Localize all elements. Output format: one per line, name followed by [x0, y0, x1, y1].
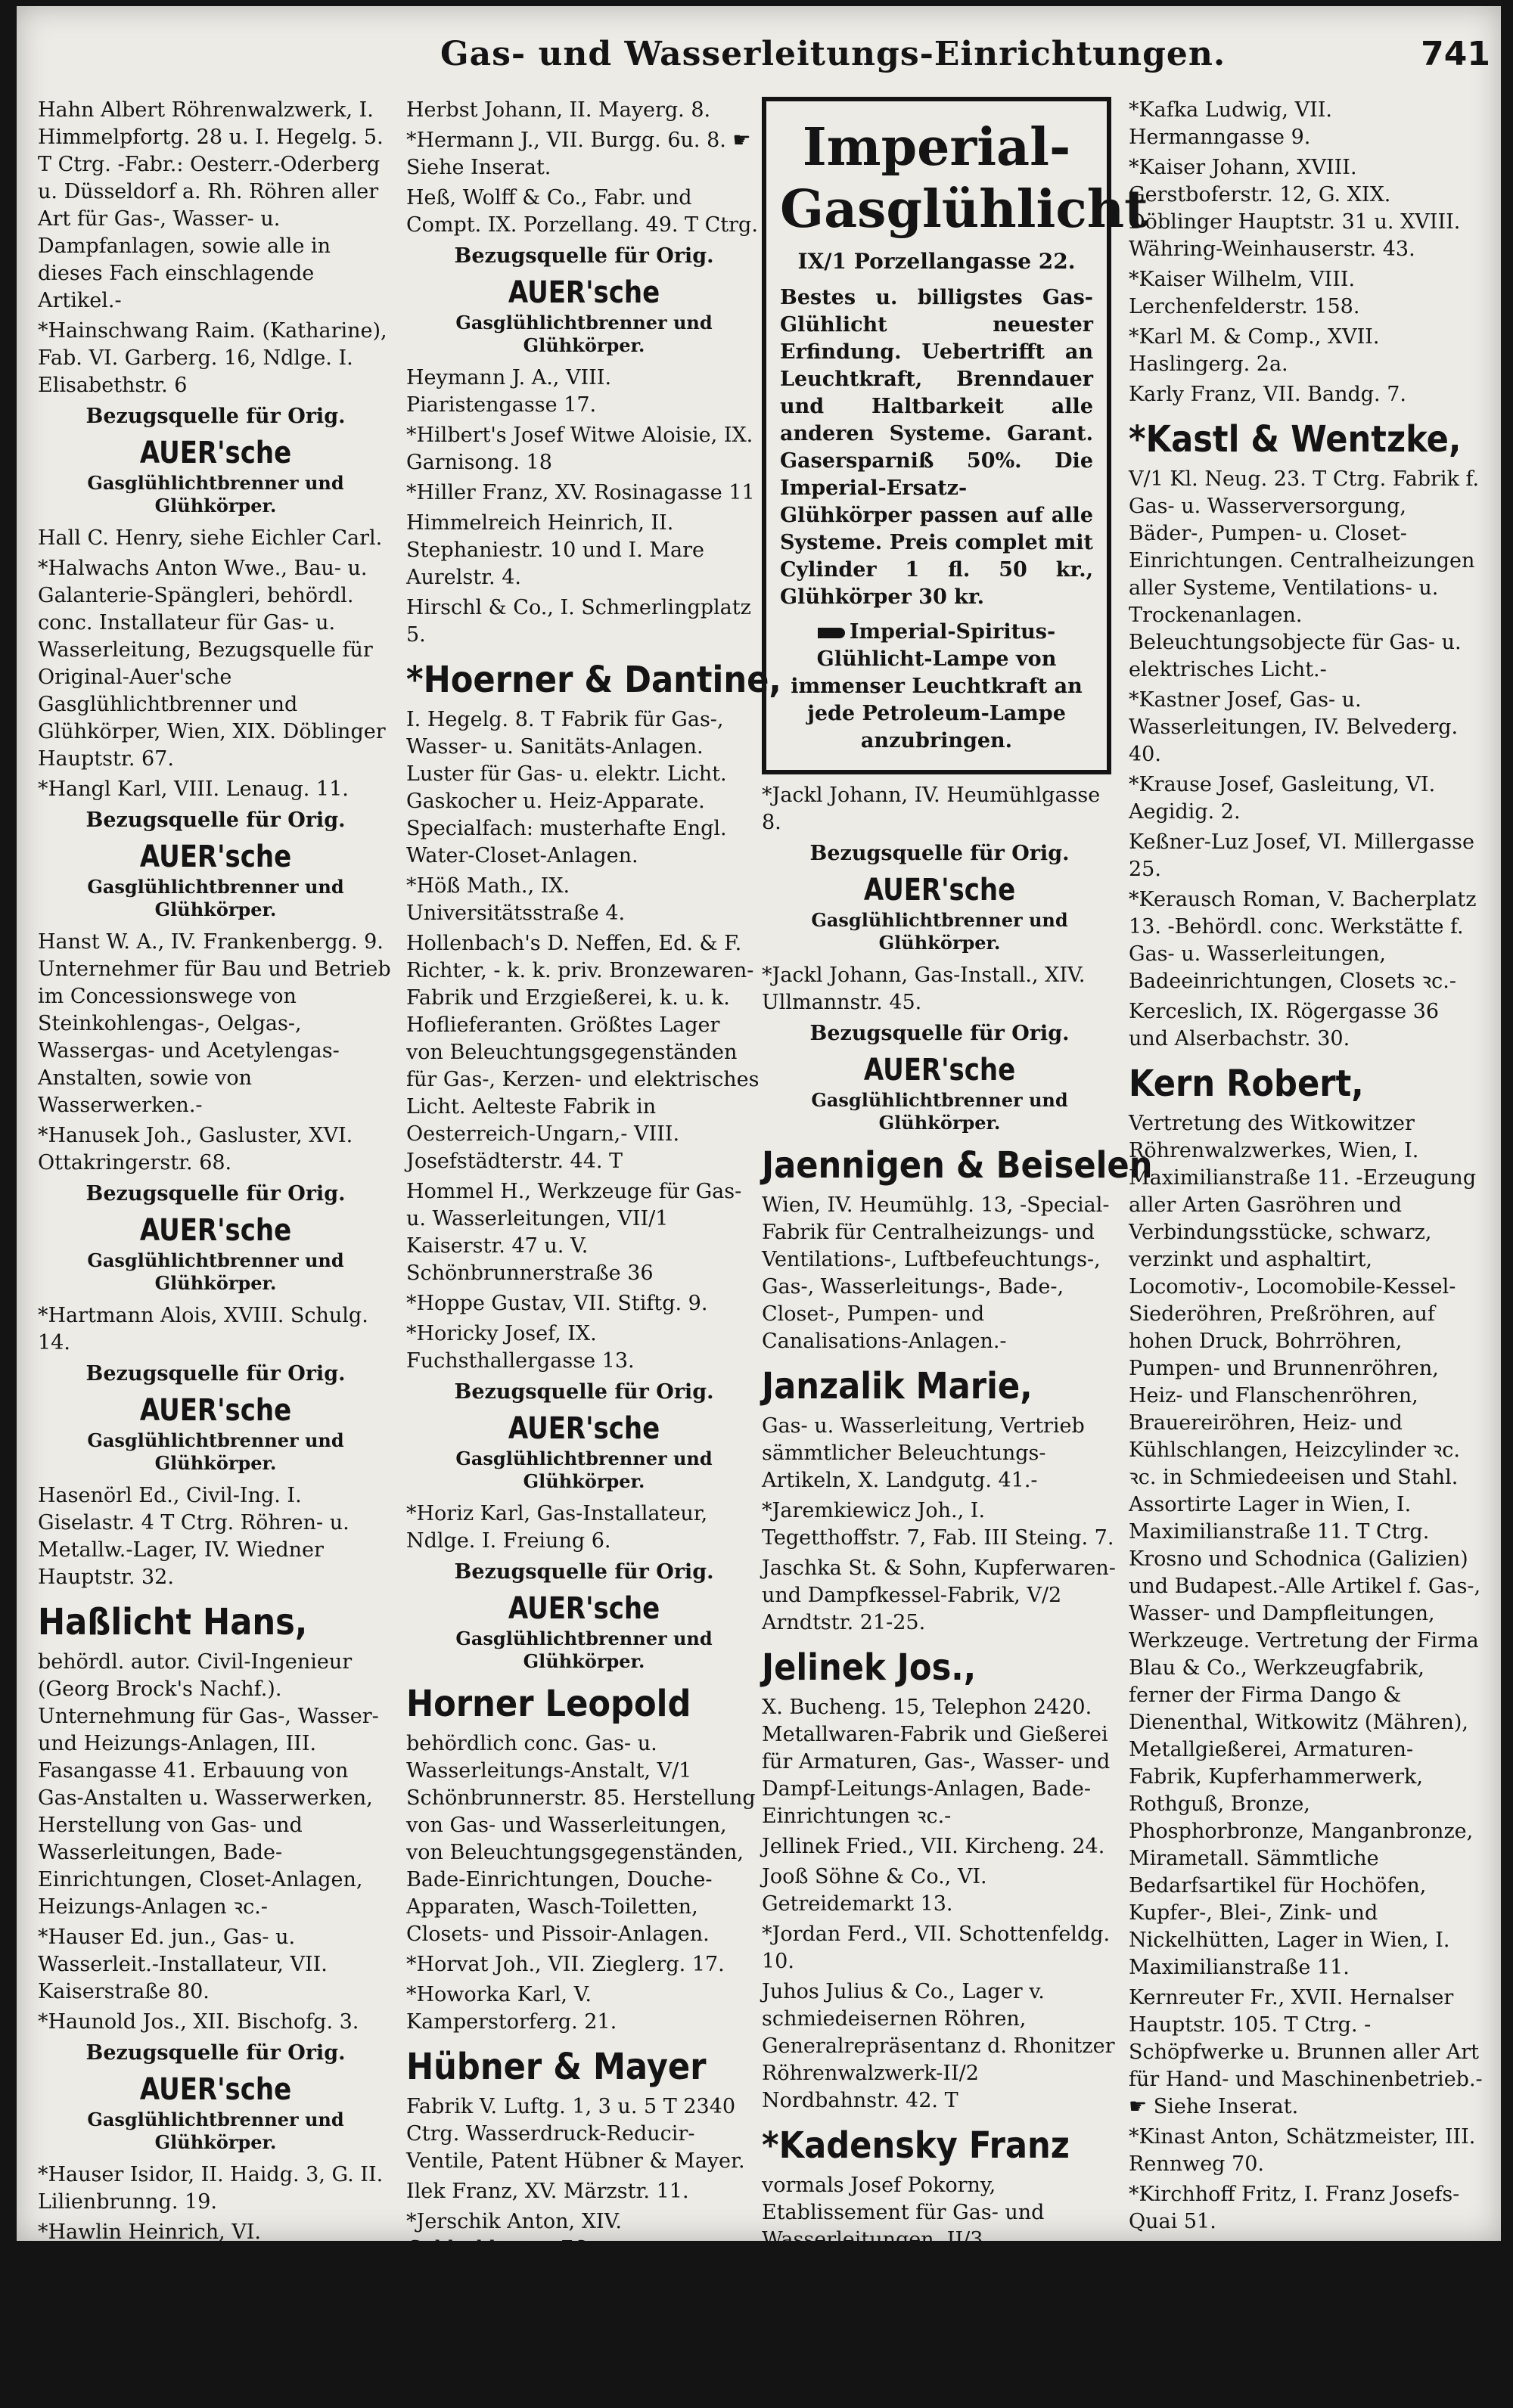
supplier-reference: Bezugsquelle für Orig. [454, 244, 714, 268]
entry: *Hangl Karl, VIII. Lenaug. 11. [38, 777, 349, 801]
entry: *Horicky Josef, IX. Fuchsthallergasse 13. [406, 1322, 635, 1373]
auer-brand: AUER'sche [139, 436, 292, 470]
auer-subtitle: Glühkörper. [154, 495, 277, 517]
auer-brand: AUER'sche [139, 1393, 292, 1428]
auer-subtitle: Glühkörper. [523, 1470, 645, 1492]
auer-subtitle: Gasglühlichtbrenner und [87, 1249, 344, 1271]
entry: *Klarmann Hermann, VI. Gumpendorferstr. 135. [1129, 2355, 1387, 2406]
entry: Hasenörl Ed., Civil-Ing. I. Giselastr. 4 T Ctrg. Röhren- u. Metallw.-Lager, IV. Wiedner Hauptstr. 32. [38, 1484, 350, 1589]
entry: Hollenbach's D. Neffen, Ed. & F. Richter, - k. k. priv. Bronzewaren-Fabrik und Erzgießerei, k. u. k. Hoflieferanten. Größtes Lager von Beleuchtungsgegenständen für Gas-, Kerzen- und elektrisches Licht. Aelteste Fabrik in Oesterreich-Ungarn,- VIII. Josefstädterstr. 44. T [406, 932, 760, 1173]
entry: *Kerausch Roman, V. Bacherplatz 13. -Behördl. conc. Werkstätte f. Gas- u. Wasserleitungen, Badeeinrichtungen, Closets ꝛc.- [1129, 888, 1477, 993]
entry: Heymann J. A., VIII. Piaristengasse 17. [406, 366, 612, 417]
entry: *Horiz Karl, Gas-Installateur, Ndlge. I. Freiung 6. [406, 1502, 708, 1553]
entry: *Hanusek Joh., Gasluster, XVI. Ottakringerstr. 68. [38, 1124, 353, 1175]
entry: *Jackl Johann, Gas-Install., XIV. Ullmannstr. 45. [762, 964, 1086, 1014]
auer-subtitle: Glühkörper. [878, 1112, 1001, 1134]
auer-subtitle: Gasglühlichtbrenner und [87, 2109, 344, 2130]
imperial-advert [762, 97, 1148, 774]
entry: *Hauser Ed. jun., Gas- u. Wasserleit.-Installateur, VII. Kaiserstraße 80. [38, 1925, 328, 2003]
entry: *Jackl Johann, IV. Heumühlgasse 8. [762, 784, 1101, 834]
auer-advert [38, 1392, 393, 1475]
entry: Karly Franz, VII. Bandg. 7. [1129, 383, 1406, 406]
auer-brand: AUER'sche [139, 2072, 292, 2107]
entry: *Hilbert's Josef Witwe Aloisie, IX. Garnisong. 18 [406, 424, 753, 474]
entry: *Jordan Ferd., VII. Schottenfeldg. 10. [762, 1922, 1111, 1973]
entry: *Hawlin Heinrich, VI. Barnabiteng. 4. [38, 2220, 262, 2271]
entry: Jellinek Fried., VII. Kircheng. 24. [762, 1835, 1105, 1858]
display-heading: Janzalik Marie, [762, 1365, 1033, 1407]
entry: Jaschka St. & Sohn, Kupferwaren- und Dampfkessel-Fabrik, V/2 Arndtstr. 21-25. [762, 1556, 1116, 1634]
auer-subtitle: Glühkörper. [154, 1272, 277, 1294]
entry: Herbst Johann, II. Mayerg. 8. [406, 98, 711, 122]
entry: V/1 Kl. Neug. 23. T Ctrg. Fabrik f. Gas- u. Wasserversorgung, Bäder-, Pumpen- u. Closet-Einrichtungen. Centralheizungen aller Systeme, Ventilations- u. Trockenanlagen. Beleuchtungsobjecte für Gas- u. elektrisches Licht.- [1129, 467, 1480, 681]
display-heading: *Hoerner & Dantine, [406, 659, 781, 701]
entry: *Haunold Jos., XII. Bischofg. 3. [38, 2010, 359, 2034]
column-4 [1129, 97, 1484, 2406]
entry: *Hermann J., VII. Burgg. 6u. 8. ☛ Siehe Inserat. [406, 129, 751, 179]
supplier-reference: Bezugsquelle für Orig. [809, 842, 1070, 865]
auer-advert [38, 2071, 393, 2154]
entry: *Jaremkiewicz Joh., I. Tegetthoffstr. 7, Fab. III Steing. 7. [762, 1499, 1114, 1550]
entry: Heutschel Josef, XI. Simmeringer Hauptstr. 57. ☛ Siehe Inserat. [38, 2278, 384, 2329]
auer-subtitle: Glühkörper. [523, 334, 645, 356]
entry: Ilek Franz, XV. Märzstr. 11. [406, 2180, 689, 2203]
auer-brand: AUER'sche [139, 1213, 292, 1248]
entry: *Kaiser Wilhelm, VIII. Lerchenfelderstr. 158. [1129, 268, 1360, 318]
entry: Hirschl & Co., I. Schmerlingplatz 5. [406, 596, 751, 647]
imperial-spirit-text: Imperial-Spiritus-Glühlicht-Lampe von immenser Leuchtkraft an jede Petroleum-Lampe anzubringen. [791, 620, 1083, 752]
auer-subtitle: Glühkörper. [154, 1452, 277, 1474]
entry: *Horvat Joh., VII. Zieglerg. 17. [406, 1953, 725, 1976]
entry: Hanst W. A., IV. Frankenbergg. 9. Unternehmer für Bau und Betrieb im Concessionswege von Steinkohlengas-, Oelgas-, Wassergas- und Acetylengas-Anstalten, sowie von Wasserwerken.- [38, 930, 391, 1117]
auer-subtitle: Gasglühlichtbrenner und [455, 312, 713, 334]
directory-page [17, 6, 1501, 2406]
supplier-reference: Bezugsquelle für Orig. [85, 808, 346, 832]
entry: *Höß Math., IX. Universitätsstraße 4. [406, 874, 626, 925]
auer-advert [406, 1410, 762, 1493]
display-heading: Horner Leopold [406, 1683, 691, 1725]
display-heading: *Kadensky Franz [762, 2124, 1070, 2167]
entry: Hommel H., Werkzeuge für Gas- u. Wasserleitungen, VII/1 Kaiserstr. 47 u. V. Schönbrunnerstraße 36 [406, 1180, 742, 1285]
display-heading: Hübner & Mayer [406, 2046, 707, 2088]
entry: X. Bucheng. 15, Telephon 2420. Metallwaren-Fabrik und Gießerei für Armaturen, Gas-, Wasser- und Dampf-Leitungs-Anlagen, Bade-Einrichtungen ꝛc.- [762, 1696, 1111, 1828]
entry: *Klang Leopold, III. Dietrichgasse 19a. [1129, 2298, 1481, 2348]
entry: *Halwachs Anton Wwe., Bau- u. Galanterie-Spängleri, behördl. conc. Installateur für Gas- u. Wasserleitung, Bezugsquelle für Original-Auer'sche Gasglühlichtbrenner und Glühkörper, Wien, XIX. Döblinger Hauptstr. 67. [38, 557, 386, 771]
entry: Hall C. Henry, siehe Eichler Carl. [38, 526, 383, 550]
auer-brand: AUER'sche [508, 1591, 660, 1626]
imperial-spirit-lamp [780, 619, 1093, 755]
supplier-reference: Bezugsquelle für Orig. [85, 1362, 346, 1386]
running-head [17, 29, 1501, 74]
auer-advert [762, 871, 1117, 954]
entry: *Kirchhoff Fritz, I. Franz Josefs-Quai 51. [1129, 2183, 1460, 2233]
auer-subtitle: Gasglühlichtbrenner und [87, 876, 344, 898]
supplier-reference: Bezugsquelle für Orig. [454, 1560, 714, 1584]
entry: Kißling R., Gasluster-Fab., III. Unt Viaductg. 33. [1129, 2240, 1484, 2291]
imperial-title: Gasglühlicht [780, 179, 1148, 240]
auer-subtitle: Gasglühlichtbrenner und [455, 1628, 713, 1649]
entry: Hahn Albert Röhrenwalzwerk, I. Himmelpfortg. 28 u. I. Hegelg. 5. T Ctrg. -Fabr.: Oesterr.-Oderberg u. Düsseldorf a. Rh. Röhren aller Art für Gas-, Wasser- u. Dampfanlagen, sowie alle in dieses Fach einschlagende Artikel.- [38, 98, 384, 312]
entry: Wien, IV. Heumühlg. 13, -Special-Fabrik für Centralheizungs- und Ventilations-, Luftbefeuchtungs-, Gas-, Wasserleitungs-, Bade-, Closet-, Pumpen- und Canalisations-Anlagen.- [762, 1193, 1110, 1353]
auer-brand: AUER'sche [863, 873, 1016, 908]
pointing-hand-icon [818, 628, 845, 638]
auer-advert [38, 838, 393, 921]
entry: *Kaiser Johann, XVIII. Gerstboferstr. 12, G. XIX. Döblinger Hauptstr. 31 u. XVIII. Währing-Weinhauserstr. 43. [1129, 156, 1461, 261]
display-heading: Kern Robert, [1129, 1063, 1364, 1105]
auer-advert [38, 1212, 393, 1295]
auer-subtitle: Gasglühlichtbrenner und [87, 472, 344, 494]
entry: Heß, Wolff & Co., Fabr. und Compt. IX. Porzellang. 49. T Ctrg. [406, 186, 758, 237]
display-heading: Haßlicht Hans, [38, 1601, 308, 1643]
display-heading: Jaennigen & Beiselen [762, 1144, 1153, 1187]
entry: *Karl M. & Comp., XVII. Haslingerg. 2a. [1129, 325, 1380, 376]
auer-subtitle: Gasglühlichtbrenner und [811, 1089, 1068, 1111]
column-3 [762, 97, 1153, 2279]
display-heading: Jelinek Jos., [762, 1646, 977, 1689]
entry: *Hartmann Alois, XVIII. Schulg. 14. [38, 1304, 368, 1354]
auer-brand: AUER'sche [139, 839, 292, 874]
entry: *Kastner Josef, Gas- u. Wasserleitungen, IV. Belvederg. 40. [1129, 688, 1459, 766]
column-1 [38, 97, 393, 2329]
entry: Gas- u. Wasserleitung, Vertrieb sämmtlicher Beleuchtungs-Artikeln, X. Landgutg. 41.- [762, 1414, 1085, 1492]
auer-advert [762, 1051, 1117, 1134]
page-number: 741 [1421, 35, 1490, 73]
entry: behördl. autor. Civil-Ingenieur (Georg Brock's Nachf.). Unternehmung für Gas-, Wasser- und Heizungs-Anlagen, III. Fasangasse 41. Erbauung von Gas-Anstalten u. Wasserwerken, Herstellung von Gas- und Wasserleitungen, Bade-Einrichtungen, Closet-Anlagen, Heizungs-Anlagen ꝛc.- [38, 1650, 379, 1919]
auer-brand: AUER'sche [863, 1053, 1016, 1088]
entry: *Jerschik Anton, XIV. Goldschlagstr. 76. [406, 2210, 622, 2261]
display-heading: *Kastl & Wentzke, [1129, 418, 1462, 461]
entry: *Howorka Karl, V. Kamperstorferg. 21. [406, 1983, 617, 2034]
entry: *Hoppe Gustav, VII. Stiftg. 9. [406, 1292, 708, 1315]
supplier-reference: Bezugsquelle für Orig. [85, 2041, 346, 2065]
entry: behördlich conc. Gas- u. Wasserleitungs-Anstalt, V/1 Schönbrunnerstr. 85. Herstellung von Gas- und Wasserleitungen, von Beleuchtungsgegenständen, Bade-Einrichtungen, Douche-Apparaten, Wasch-Toiletten, Closets- und Pissoir-Anlagen. [406, 1732, 756, 1946]
auer-subtitle: Glühkörper. [154, 898, 277, 920]
supplier-reference: Bezugsquelle für Orig. [454, 1380, 714, 1404]
entry: Kerceslich, IX. Rögergasse 36 und Alserbachstr. 30. [1129, 1000, 1440, 1050]
auer-subtitle: Glühkörper. [878, 932, 1001, 954]
entry: I. Hegelg. 8. T Fabrik für Gas-, Wasser- u. Sanitäts-Anlagen. Luster für Gas- u. elektr. Licht. Gaskocher u. Heiz-Apparate. Specialfach: musterhafte Engl. Water-Closet-Anlagen. [406, 708, 727, 867]
supplier-reference: Bezugsquelle für Orig. [809, 1022, 1070, 1045]
auer-subtitle: Gasglühlichtbrenner und [87, 1429, 344, 1451]
entry: *Krause Josef, Gasleitung, VI. Aegidig. 2. [1129, 773, 1436, 824]
entry: Juhos Julius & Co., Lager v. schmiedeisernen Röhren, Generalrepräsentanz d. Rhonitzer Röhrenwalzwerk-II/2 Nordbahnstr. 42. T [762, 1980, 1115, 2112]
auer-subtitle: Gasglühlichtbrenner und [811, 909, 1068, 931]
entry: Fabrik V. Luftg. 1, 3 u. 5 T 2340 Ctrg. Wasserdruck-Reducir-Ventile, Patent Hübner & Mayer. [406, 2095, 745, 2173]
entry: Kernreuter Fr., XVII. Hernalser Hauptstr. 105. T Ctrg. -Schöpfwerke u. Brunnen aller Art für Hand- und Maschinenbetrieb.- ☛ Siehe Inserat. [1129, 1986, 1483, 2118]
entry: *Kinast Anton, Schätzmeister, III. Rennweg 70. [1129, 2125, 1476, 2176]
auer-advert [406, 274, 762, 357]
entry: Jooß Söhne & Co., VI. Getreidemarkt 13. [762, 1865, 987, 1916]
entry: *Hiller Franz, XV. Rosinagasse 11 [406, 481, 755, 504]
auer-brand: AUER'sche [508, 275, 660, 310]
supplier-reference: Bezugsquelle für Orig. [85, 1182, 346, 1206]
auer-advert [406, 1590, 762, 1673]
entry: vormals Josef Pokorny, Etablissement für Gas- und Wasserleitungen, II/3 Wallensteinstraße 15. T [762, 2174, 1045, 2279]
imperial-title: Imperial- [802, 117, 1071, 178]
imperial-address: IX/1 Porzellangasse 22. [797, 249, 1076, 274]
page-title: Gas- und Wasserleitungs-Einrichtungen. [440, 35, 1226, 73]
auer-brand: AUER'sche [508, 1411, 660, 1446]
entry: Keßner-Luz Josef, VI. Millergasse 25. [1129, 830, 1474, 881]
imperial-body: Bestes u. billigstes Gas-Glühlicht neuester Erfindung. Uebertrifft an Leuchtkraft, Brenndauer und Haltbarkeit alle anderen Systeme. Garant. Gasersparniß 50%. Die Imperial-Ersatz-Glühkörper passen auf alle Systeme. Preis complet mit Cylinder 1 fl. 50 kr., Glühkörper 30 kr. [780, 286, 1093, 609]
auer-subtitle: Gasglühlichtbrenner und [455, 1448, 713, 1469]
auer-advert [38, 434, 393, 517]
entry: Vertretung des Witkowitzer Röhrenwalzwerkes, Wien, I. Maximilianstraße 11. -Erzeugung aller Arten Gasröhren und Verbindungsstücke, schwarz, verzinkt und asphaltirt, Locomotiv-, Locomobile-Kessel-Siederöhren, Preßröhren, auf hohen Druck, Bohrröhren, Pumpen- und Brunnenröhren, Heiz- und Flanschenröhren, Brauereiröhren, Heiz- und Kühlschlangen, Heizcylinder ꝛc. ꝛc. in Schmiedeeisen und Stahl. Assortirte Lager in Wien, I. Maximilianstraße 11. T Ctrg. Krosno und Schodnica (Galizien) und Budapest.-Alle Artikel f. Gas-, Wasser- und Dampfleitungen, Werkzeuge. Vertretung der Firma Blau & Co., Werkzeugfabrik, ferner der Firma Dango & Dienenthal, Witkowitz (Mähren), Metallgießerei, Armaturen-Fabrik, Kupferhammerwerk, Rothguß, Bronze, Phosphorbronze, Manganbronze, Mirametall. Sämmtliche Bedarfsartikel für Hochöfen, Kupfer-, Blei-, Zink- und Nickelhütten, Lager in Wien, I. Maximilianstraße 11. [1129, 1112, 1481, 1979]
auer-subtitle: Glühkörper. [523, 1650, 645, 1672]
supplier-reference: Bezugsquelle für Orig. [85, 405, 346, 428]
entry: *Hauser Isidor, II. Haidg. 3, G. II. Lilienbrunng. 19. [38, 2163, 384, 2214]
entry: *Kafka Ludwig, VII. Hermanngasse 9. [1129, 98, 1333, 149]
entry: Himmelreich Heinrich, II. Stephaniestr. 10 und I. Mare Aurelstr. 4. [406, 511, 704, 589]
auer-subtitle: Glühkörper. [154, 2131, 277, 2153]
entry: *Hainschwang Raim. (Katharine), Fab. VI. Garberg. 16, Ndlge. I. Elisabethstr. 6 [38, 319, 387, 397]
column-2 [406, 97, 781, 2261]
